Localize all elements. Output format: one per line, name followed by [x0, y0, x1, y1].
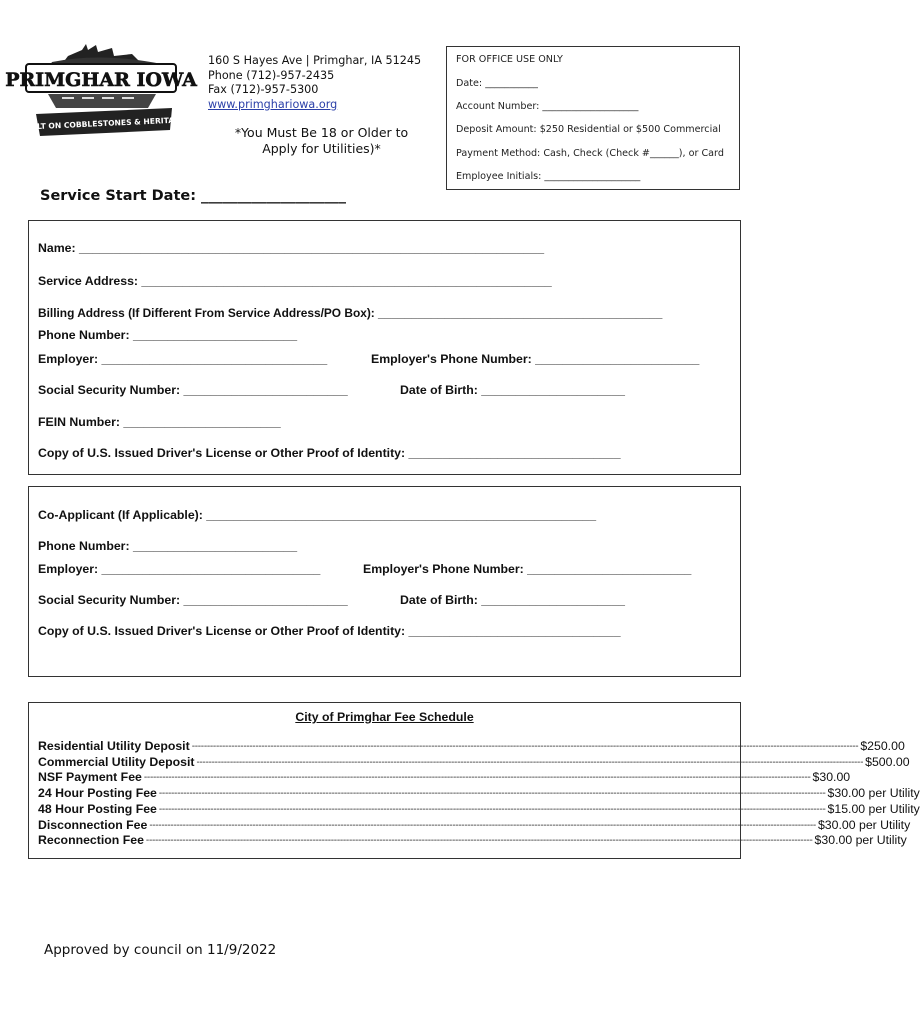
fee-leader-dots: ---------------------------------------------------------------------------------------------------------------------------------------------------------------------------------------------------------------------------- [145, 835, 813, 847]
fee-name: Reconnection Fee [38, 833, 144, 848]
fee-leader-dots: ---------------------------------------------------------------------------------------------------------------------------------------------------------------------------------------------------------------------------- [143, 772, 811, 784]
fee-leader-dots: ---------------------------------------------------------------------------------------------------------------------------------------------------------------------------------------------------------------------------- [191, 741, 859, 752]
fee-amount: $30.00 per Utility [827, 786, 920, 801]
service-address-field[interactable]: Service Address: ____________________________________________________________ [38, 274, 552, 288]
fee-row [38, 786, 920, 802]
fee-amount: $30.00 per Utility [814, 833, 907, 848]
primghar-iowa-logo [5, 42, 197, 142]
office-use-box [446, 46, 740, 190]
applicant-name-field[interactable]: Name: ____________________________________________________________________ [38, 241, 545, 255]
city-address: 160 S Hayes Ave | Primghar, IA 51245 [208, 54, 422, 67]
city-fax: Fax (712)-957-5300 [208, 83, 319, 96]
applicant-section [28, 220, 741, 475]
svg-text:PRIMGHAR IOWA: PRIMGHAR IOWA [5, 69, 197, 91]
city-website-link[interactable]: www.primghariowa.org [208, 97, 338, 111]
council-approval-note: Approved by council on 11/9/2022 [44, 942, 277, 958]
applicant-phone-field[interactable]: Phone Number: ________________________ [38, 328, 298, 342]
billing-address-field[interactable]: Billing Address (If Different From Service Address/PO Box): ___________________________________________ [38, 306, 663, 320]
fee-name: Commercial Utility Deposit [38, 754, 195, 769]
coapplicant-id-copy-field[interactable]: Copy of U.S. Issued Driver's License or Other Proof of Identity: _______________________________ [38, 624, 621, 638]
office-account-number-field[interactable]: Account Number: ____________________ [456, 101, 639, 112]
office-payment-method[interactable]: Payment Method: Cash, Check (Check #______), or Card [456, 148, 724, 159]
coapplicant-dob-field[interactable]: Date of Birth: _____________________ [400, 593, 625, 607]
coapplicant-employer-phone-field[interactable]: Employer's Phone Number: ________________________ [363, 562, 692, 576]
fee-amount: $15.00 per Utility [827, 801, 920, 816]
svg-text:BUILT ON COBBLESTONES & HERITA: BUILT ON COBBLESTONES & HERITAGE [22, 115, 186, 132]
applicant-employer-field[interactable]: Employer: _________________________________ [38, 352, 328, 366]
fee-amount: $30.00 [812, 770, 851, 785]
coapplicant-ssn-field[interactable]: Social Security Number: ________________________ [38, 593, 348, 607]
fee-row [38, 801, 920, 818]
fee-amount: $500.00 [865, 754, 910, 769]
fee-leader-dots: ---------------------------------------------------------------------------------------------------------------------------------------------------------------------------------------------------------------------------- [196, 756, 864, 768]
fee-row [38, 770, 851, 786]
fee-name: NSF Payment Fee [38, 770, 142, 785]
applicant-ssn-field[interactable]: Social Security Number: ________________________ [38, 383, 348, 397]
contact-info [208, 54, 421, 112]
fee-leader-dots: ---------------------------------------------------------------------------------------------------------------------------------------------------------------------------------------------------------------------------- [158, 803, 826, 815]
fee-name: 24 Hour Posting Fee [38, 786, 157, 801]
fein-number-field[interactable]: FEIN Number: _______________________ [38, 415, 281, 429]
service-start-date-field[interactable]: Service Start Date: ____________________ [40, 188, 347, 204]
age-requirement-notice: *You Must Be 18 or Older to Apply for Utilities)* [234, 125, 409, 156]
fee-row [38, 833, 907, 849]
fee-amount: $250.00 [860, 739, 905, 753]
fee-name: Disconnection Fee [38, 817, 148, 832]
office-date-field[interactable]: Date: ___________ [456, 78, 538, 89]
coapplicant-employer-field[interactable]: Employer: ________________________________ [38, 562, 321, 576]
applicant-dob-field[interactable]: Date of Birth: _____________________ [400, 383, 625, 397]
fee-row [38, 817, 911, 834]
fee-name: 48 Hour Posting Fee [38, 801, 157, 816]
coapplicant-phone-field[interactable]: Phone Number: ________________________ [38, 539, 298, 553]
fee-name: Residential Utility Deposit [38, 739, 190, 753]
applicant-employer-phone-field[interactable]: Employer's Phone Number: ________________________ [371, 352, 700, 366]
office-use-title: FOR OFFICE USE ONLY [456, 54, 563, 65]
city-phone: Phone (712)-957-2435 [208, 68, 335, 82]
coapplicant-name-field[interactable]: Co-Applicant (If Applicable): _________________________________________________________ [38, 508, 597, 522]
office-employee-initials-field[interactable]: Employee Initials: ____________________ [456, 171, 641, 182]
fee-leader-dots: ---------------------------------------------------------------------------------------------------------------------------------------------------------------------------------------------------------------------------- [149, 819, 816, 831]
fee-row [38, 754, 910, 771]
fee-schedule-box [28, 702, 920, 859]
office-deposit-amount: Deposit Amount: $250 Residential or $500 Commercial [456, 124, 721, 135]
fee-row [38, 739, 905, 755]
fee-leader-dots: ---------------------------------------------------------------------------------------------------------------------------------------------------------------------------------------------------------------------------- [158, 788, 826, 800]
coapplicant-section [28, 486, 741, 677]
fee-amount: $30.00 per Utility [817, 817, 911, 832]
applicant-id-copy-field[interactable]: Copy of U.S. Issued Driver's License or Other Proof of Identity: _______________________________ [38, 446, 621, 460]
fee-schedule-title: City of Primghar Fee Schedule [295, 710, 474, 724]
